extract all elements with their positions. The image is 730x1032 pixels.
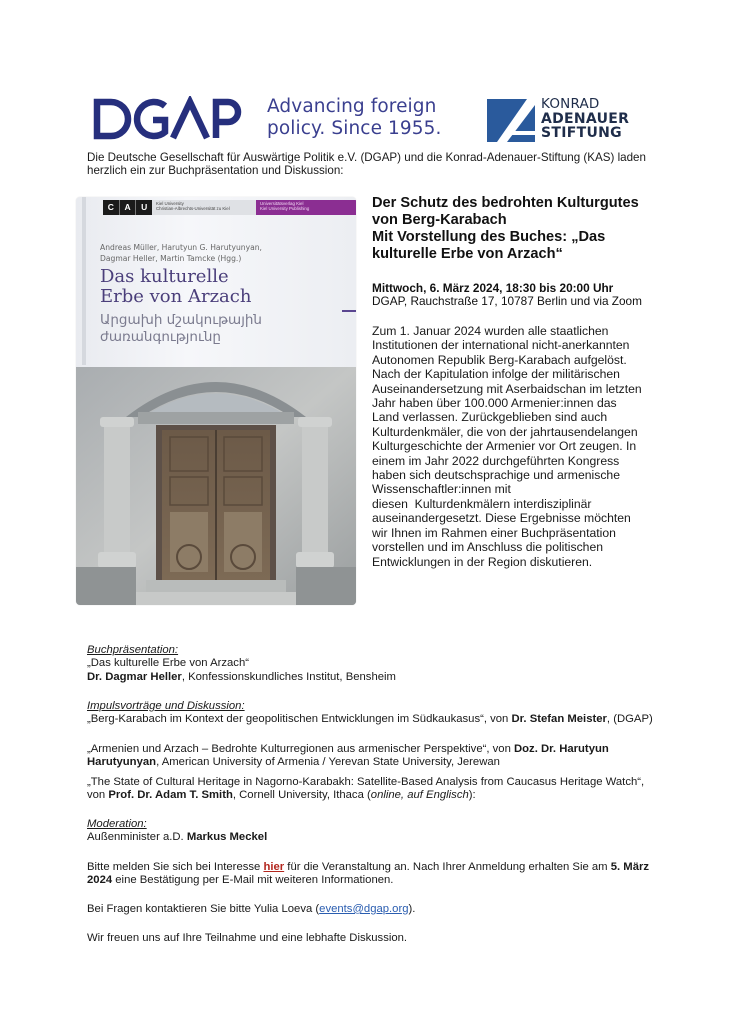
event-location: DGAP, Rauchstraße 17, 10787 Berlin und via Zoom [372,294,642,308]
registration-text: eine Bestätigung per E-Mail mit weiteren Informationen. [112,874,394,887]
publisher-line: Universitätsverlag Kiel [260,201,304,206]
section-buchpraesentation [87,644,687,684]
description-line: Entwicklungen in der Region diskutieren. [372,554,593,569]
event-title [372,195,672,263]
description-line: Autonomen Republik Berg-Karabach aufgelöst. [372,352,627,367]
kas-line: STIFTUNG [541,125,622,141]
registration-text: Bitte melden Sie sich bei Interesse [87,861,264,873]
description-line: Land verlassen. Zurückgeblieben sind auch [372,410,608,425]
description-line: wir Ihnen im Rahmen einer Buchpräsentation [372,525,616,540]
cover-armenian-title [100,312,262,346]
kas-logo-mark [487,99,535,142]
description-line: Zum 1. Januar 2024 wurden alle staatlichen [372,324,609,338]
talk-end: ): [468,789,476,802]
description-line: diesen Kulturdenkmälern interdisziplinär [372,496,592,511]
cover-accent-mark [342,310,356,312]
event-title-line: Der Schutz des bedrohten Kulturgutes [372,195,639,211]
publisher-line: Kiel University Publishing [260,206,310,212]
description-line: auseinandergesetzt. Diese Ergebnisse möchten [372,511,631,526]
speaker-line [87,671,687,684]
cau-letter: C [103,200,120,215]
authors-line: Dagmar Heller, Martin Tamcke (Hgg.) [100,254,242,263]
section-impulsvortraege [87,700,687,727]
description-line: Auseinandersetzung mit Aserbaidschan im letzten [372,381,642,396]
speaker-name: Dr. Dagmar Heller [87,670,182,683]
dgap-tagline [267,96,442,140]
description-line: einem im Jahr 2022 durchgeführten Kongress [372,453,620,468]
description-line: Jahr haben über 100.000 Armenier:innen das [372,396,617,411]
talk-title: „The State of Cultural Heritage in Nagorno-Karabakh: Satellite-Based Analysis from Caucasus Heritage Watch“, [87,776,645,788]
confirmation-date: 5. März [610,861,650,873]
university-line: Christian-Albrechts-Universität zu Kiel [156,206,230,212]
cover-title-line: Erbe von Arzach [100,286,252,307]
kas-logo-text [541,97,629,141]
confirmation-year: 2024 [87,874,113,887]
speaker-name: Prof. Dr. Adam T. Smith [108,789,233,802]
section-heading: Buchpräsentation: [87,644,179,656]
registration-note [87,861,687,888]
description-line: Wissenschaftler:innen mit [372,482,511,497]
speaker-name: Harutyunyan [87,756,157,769]
university-line: Kiel University [156,201,184,206]
intro-line: herzlich ein zur Buchpräsentation und Diskussion: [87,164,344,178]
tagline-line: Advancing foreign [267,96,437,117]
speaker-affiliation: , Konfessionskundliches Institut, Bensheim [181,670,396,683]
section-heading: Impulsvorträge und Diskussion: [87,700,245,712]
description-line: Kulturgeschichte der Armenier vor Ort zeugen. In [372,439,637,454]
cover-publisher [260,201,309,212]
dgap-logo [93,96,243,142]
contact-email-link[interactable]: events@dgap.org [319,903,409,915]
description-line: vorstellen und im Anschluss die politischen [372,540,604,555]
talk-title: „Berg-Karabach im Kontext der geopolitischen Entwicklungen im Südkaukasus“, von [87,713,512,726]
cau-letter: A [120,200,137,215]
description-line: haben sich deutschsprachige und armenische [372,468,620,483]
moderator-name: Markus Meckel [186,831,268,844]
closing-text: Wir freuen uns auf Ihre Teilnahme und eine lebhafte Diskussion. [87,932,408,944]
cover-spine [82,197,86,365]
event-description [372,324,672,569]
event-title-line: Mit Vorstellung des Buches: „Das [372,229,606,245]
book-title: „Das kulturelle Erbe von Arzach“ [87,657,249,670]
description-line: Institutionen der international nicht-anerkannten [372,338,630,353]
cau-logo [103,200,152,215]
cover-title-line: Das kulturelle [100,266,229,287]
speaker-name: Dr. Stefan Meister [511,713,607,726]
section-moderation [87,818,687,845]
talk-von: von [87,789,109,802]
speaker-affiliation: , American University of Armenia / Yerevan State University, Jerewan [156,756,500,769]
cover-title [100,267,251,307]
armenian-line: Արցախի մշակութային [100,312,262,328]
book-cover-image [76,197,356,605]
invitation-intro [87,151,667,178]
event-title-line: kulturelle Erbe von Arzach“ [372,246,563,262]
speaker-name: Doz. Dr. Harutyun [514,743,609,755]
authors-line: Andreas Müller, Harutyun G. Harutyunyan, [100,243,262,252]
cover-authors [100,242,262,264]
event-title-line: von Berg-Karabach [372,212,507,228]
speaker-affiliation: , Cornell University, Ithaca ( [232,789,371,802]
talk-title: „Armenien und Arzach – Bedrohte Kulturregionen aus armenischer Perspektive“, von [87,743,514,755]
event-date: Mittwoch, 6. März 2024, 18:30 bis 20:00 Uhr [372,281,614,295]
kas-line: ADENAUER [541,110,630,127]
armenian-line: ժառանգությունը [100,329,221,345]
description-line: Kulturdenkmäler, die von der jahrtausendelangen [372,424,638,439]
talk-3 [87,776,687,803]
cover-university [156,201,230,212]
registration-text: für die Veranstaltung an. Nach Ihrer Anmeldung erhalten Sie am [284,861,611,873]
kas-line: KONRAD [541,96,600,112]
intro-line: Die Deutsche Gesellschaft für Auswärtige Politik e.V. (DGAP) und die Konrad-Adenauer-Stiftung (KAS) laden [87,151,646,164]
talk-2 [87,743,687,770]
contact-text: Bei Fragen kontaktieren Sie bitte Yulia Loeva ( [87,903,320,915]
talk-note: online, auf Englisch [370,789,469,802]
contact-text: ). [408,903,416,915]
description-line: Nach der Kapitulation infolge der militärischen [372,367,620,382]
talk-1 [87,713,687,726]
church-door-photo [76,367,356,605]
registration-link[interactable]: hier [263,861,285,873]
moderator-title: Außenminister a.D. [87,831,187,844]
speaker-affiliation: , (DGAP) [606,713,653,726]
section-heading: Moderation: [87,818,147,830]
contact-note [87,903,687,916]
tagline-line: policy. Since 1955. [267,118,442,139]
cau-letter: U [141,202,148,212]
